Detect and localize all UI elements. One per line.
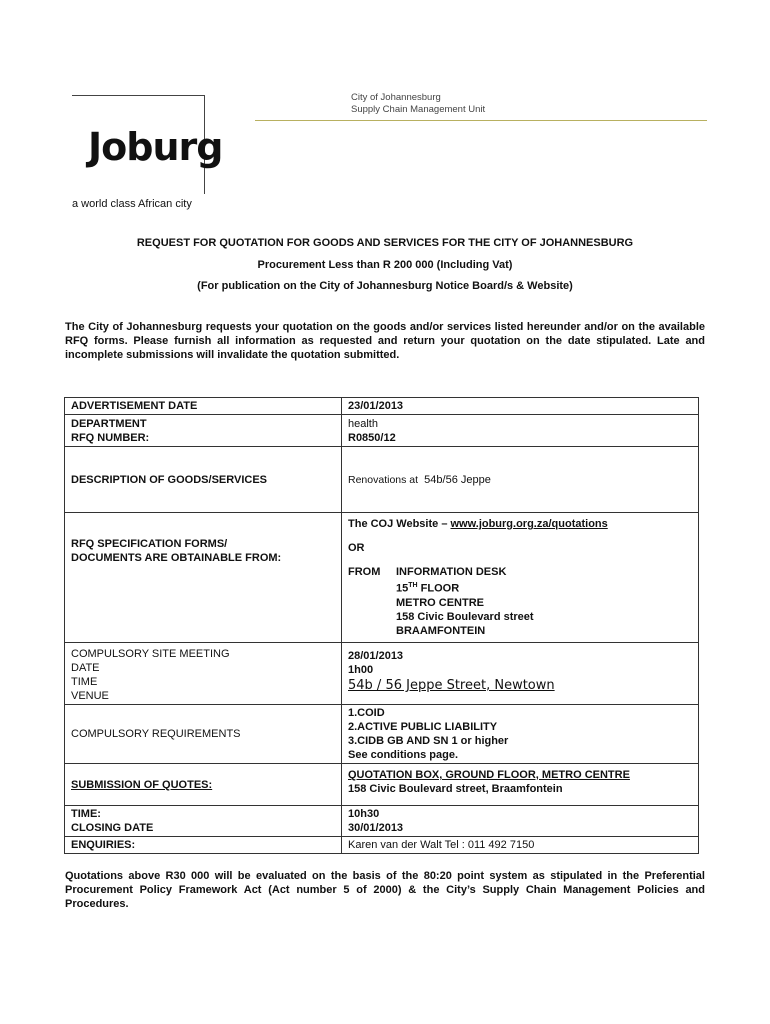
closing-date-value: 30/01/2013 xyxy=(348,822,404,834)
site-meeting-label: COMPULSORY SITE MEETING xyxy=(71,648,230,660)
publication-note: (For publication on the City of Johannesburg Notice Board/s & Website) xyxy=(197,280,573,292)
table-row xyxy=(65,837,699,854)
department-label: DEPARTMENT xyxy=(71,418,147,430)
closing-date-label: CLOSING DATE xyxy=(71,822,154,834)
submission-box: QUOTATION BOX, GROUND FLOOR, METRO CENTRE xyxy=(348,769,630,781)
address-line: INFORMATION DESK xyxy=(396,566,507,578)
table-row xyxy=(65,764,699,806)
rfq-details-table xyxy=(64,397,699,854)
header-org xyxy=(351,92,485,116)
meeting-time-label: TIME xyxy=(71,676,98,688)
dept-rfq-values xyxy=(342,415,699,447)
closing-values xyxy=(342,806,699,837)
from-text: FROM xyxy=(348,566,381,578)
forms-label-line2: DOCUMENTS ARE OBTAINABLE FROM: xyxy=(71,552,282,564)
forms-value xyxy=(342,513,699,643)
requirements-label: COMPULSORY REQUIREMENTS xyxy=(65,705,342,764)
intro-paragraph: The City of Johannesburg requests your quotation on the goods and/or services listed hereunder and/or on the available RFQ forms. Please furnish all information as requested and return your quotation on the date stipulated. Late and incomplete submissions will invalidate the quotation submitted. xyxy=(65,321,705,361)
advert-date-value: 23/01/2013 xyxy=(342,398,699,415)
time-value: 10h30 xyxy=(348,808,380,820)
table-row xyxy=(65,513,699,643)
requirement-item: 3.CIDB GB AND SN 1 or higher xyxy=(348,735,509,747)
table-row xyxy=(65,415,699,447)
or-text: OR xyxy=(348,542,365,554)
enquiries-value: Karen van der Walt Tel : 011 492 7150 xyxy=(342,837,699,854)
time-label: TIME: xyxy=(71,808,101,820)
department-value: health xyxy=(348,418,378,430)
address-line: 15TH FLOOR xyxy=(396,582,460,595)
table-row xyxy=(65,806,699,837)
document-subtitle: Procurement Less than R 200 000 (Including Vat) xyxy=(257,259,513,271)
address-line: 158 Civic Boulevard street xyxy=(396,610,534,623)
address-line: METRO CENTRE xyxy=(396,596,484,609)
table-row xyxy=(65,643,699,705)
org-name: City of Johannesburg xyxy=(351,92,441,103)
submission-label: SUBMISSION OF QUOTES: xyxy=(65,764,342,806)
requirement-item: 2.ACTIVE PUBLIC LIABILITY xyxy=(348,721,498,733)
enquiries-label: ENQUIRIES: xyxy=(65,837,342,854)
forms-label-line1: RFQ SPECIFICATION FORMS/ xyxy=(71,538,228,550)
description-place: 54b/56 Jeppe xyxy=(424,473,491,486)
website-prefix: The COJ Website – xyxy=(348,518,448,530)
description-prefix: Renovations at xyxy=(348,473,419,486)
submission-value xyxy=(342,764,699,806)
description-value xyxy=(342,447,699,513)
evaluation-note: Quotations above R30 000 will be evaluated on the basis of the 80:20 point system as stipulated in the Preferential Procurement Policy Framework Act (Act number 5 of 2000) & the City’s Supply Chain Management Policies and Procedures. xyxy=(65,870,705,910)
address-block xyxy=(396,565,534,638)
header-rule xyxy=(255,120,707,121)
meeting-time-value: 1h00 xyxy=(348,664,374,676)
requirement-item: 1.COID xyxy=(348,707,385,719)
advert-date-label: ADVERTISEMENT DATE xyxy=(65,398,342,415)
requirement-item: See conditions page. xyxy=(348,749,459,761)
dept-rfq-labels xyxy=(65,415,342,447)
rfq-number-label: RFQ NUMBER: xyxy=(71,432,150,444)
rfq-number-value: R0850/12 xyxy=(348,432,396,444)
table-row xyxy=(65,705,699,764)
description-label: DESCRIPTION OF GOODS/SERVICES xyxy=(65,447,342,513)
requirements-values xyxy=(342,705,699,764)
document-title: REQUEST FOR QUOTATION FOR GOODS AND SERVICES FOR THE CITY OF JOHANNESBURG xyxy=(136,237,634,249)
table-row xyxy=(65,398,699,415)
meeting-venue-label: VENUE xyxy=(71,690,109,702)
table-row xyxy=(65,447,699,513)
forms-label xyxy=(65,513,342,643)
org-unit: Supply Chain Management Unit xyxy=(351,104,486,115)
meeting-venue-value: 54b / 56 Jeppe Street, Newtown xyxy=(348,678,555,693)
submission-address: 158 Civic Boulevard street, Braamfontein xyxy=(348,783,563,795)
logo-tagline: a world class African city xyxy=(72,198,192,210)
closing-labels xyxy=(65,806,342,837)
address-line: BRAAMFONTEIN xyxy=(396,624,486,637)
site-meeting-labels xyxy=(65,643,342,705)
joburg-logo: Joburg xyxy=(88,125,223,169)
site-meeting-values xyxy=(342,643,699,705)
quotations-website-link[interactable]: www.joburg.org.za/quotations xyxy=(450,518,608,530)
meeting-date-label: DATE xyxy=(71,662,100,674)
meeting-date-value: 28/01/2013 xyxy=(348,650,404,662)
